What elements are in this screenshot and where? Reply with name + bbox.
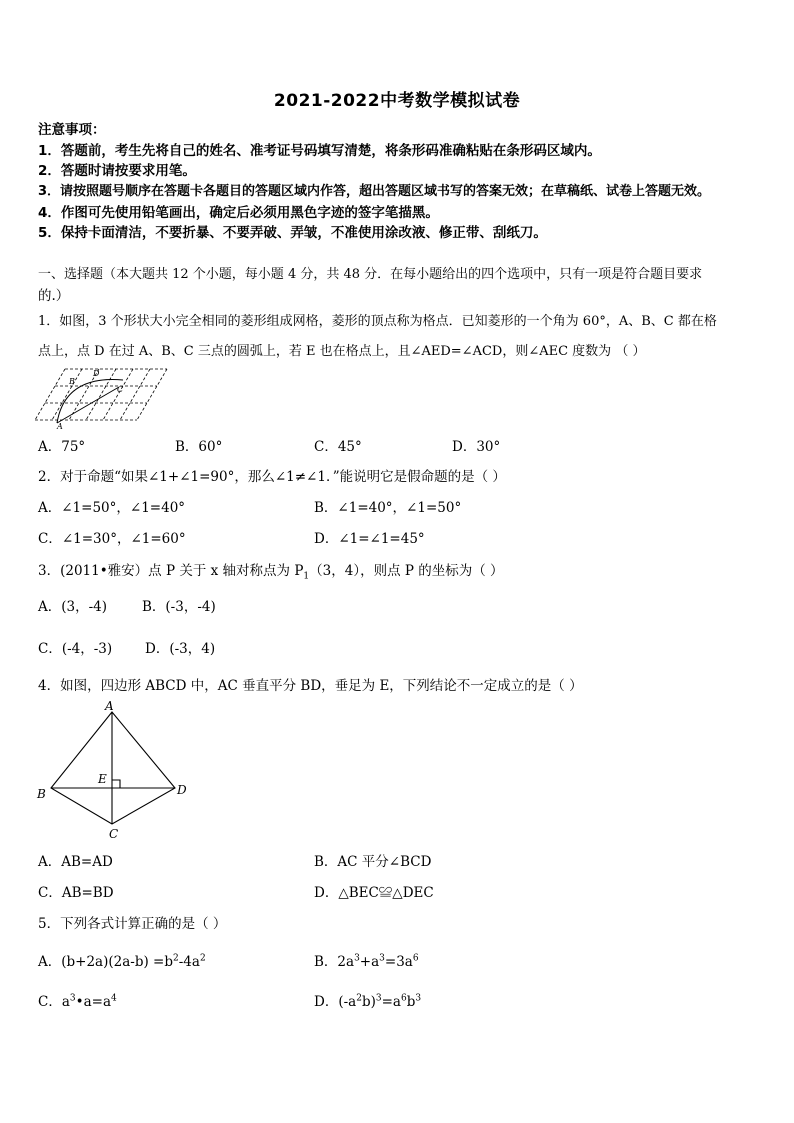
q1-label-b: B <box>69 377 75 386</box>
q5-b-mid: +a <box>359 954 380 970</box>
q5-d-mid: b) <box>361 994 376 1010</box>
notice-item-4: 4．作图可先使用铅笔画出，确定后必须用黑色字迹的签字笔描黑。 <box>38 205 439 221</box>
page-title: 2021-2022中考数学模拟试卷 <box>273 91 521 111</box>
q5-a-sup1: 2 <box>173 953 179 964</box>
q1-stem-line1: 1．如图，3 个形状大小完全相同的菱形组成网格，菱形的顶点称为格点．已知菱形的一个角为 60°，A、B、C 都在格 <box>38 314 717 329</box>
q4-label-d: D <box>177 783 187 797</box>
q3-option-a: A．(3，-4) <box>38 599 108 615</box>
q5-stem: 5．下列各式计算正确的是（ ） <box>38 916 227 932</box>
q1-option-b: B．60° <box>175 439 223 455</box>
notice-item-3: 3．请按照题号顺序在答题卡各题目的答题区域内作答，超出答题区域书写的答案无效；在草稿纸、试卷上答题无效。 <box>38 184 711 199</box>
q5-option-b <box>314 953 419 971</box>
q3-option-b: B．(-3，-4) <box>142 599 216 615</box>
q5-d-sup2: 3 <box>375 993 382 1004</box>
q5-option-d <box>314 993 421 1011</box>
notice-heading: 注意事项： <box>38 122 106 138</box>
q2-option-c: C．∠1=30°，∠1=60° <box>38 531 186 547</box>
q1-label-d: D <box>93 369 100 378</box>
q5-option-c <box>38 993 117 1011</box>
q4-option-b: B．AC 平分∠BCD <box>314 854 432 870</box>
q5-b-sup3: 6 <box>412 953 419 964</box>
q4-label-e: E <box>98 772 107 786</box>
q3-stem-sub: 1 <box>303 571 310 582</box>
notice-item-2: 2．答题时请按要求用笔。 <box>38 163 196 179</box>
q3-option-d: D．(-3，4) <box>145 641 216 657</box>
q5-option-a <box>38 953 206 971</box>
q5-d-sup1: 2 <box>356 993 362 1004</box>
q5-d-sup3: 6 <box>400 993 407 1004</box>
q4-option-d: D．△BEC≌△DEC <box>314 885 434 901</box>
q5-c-sup2: 4 <box>111 993 117 1004</box>
q2-option-b: B．∠1=40°，∠1=50° <box>314 500 462 516</box>
q5-d-mid2: =a <box>381 994 401 1010</box>
q4-option-c: C．AB=BD <box>38 885 114 901</box>
q5-a-pre: A．(b+2a)(2a-b) =b <box>38 954 173 970</box>
notice-item-5: 5．保持卡面清洁，不要折暴、不要弄破、弄皱，不准使用涂改液、修正带、刮纸刀。 <box>38 225 547 241</box>
q5-b-sup2: 3 <box>379 953 385 964</box>
q1-label-c: C <box>117 385 124 394</box>
q5-b-sup1: 3 <box>354 953 360 964</box>
q5-b-mid2: =3a <box>384 954 413 970</box>
q4-figure <box>35 700 195 845</box>
q1-stem-line2: 点上，点 D 在过 A、B、C 三点的圆弧上，若 E 也在格点上，且∠AED=∠ACD，则∠AEC 度数为 （ ） <box>38 344 646 359</box>
q5-a-mid: -4a <box>178 954 200 970</box>
q2-stem: 2．对于命题“如果∠1+∠1=90°，那么∠1≠∠1．”能说明它是假命题的是（ ） <box>38 469 506 485</box>
q2-option-d: D．∠1=∠1=45° <box>314 531 425 547</box>
q1-option-a: A．75° <box>38 439 86 455</box>
q5-c-sup1: 3 <box>69 993 76 1004</box>
q5-a-sup2: 2 <box>199 953 206 964</box>
q4-label-c: C <box>109 827 119 841</box>
q5-b-pre: B．2a <box>314 954 355 970</box>
q1-option-d: D．30° <box>452 439 501 455</box>
q4-stem: 4．如图，四边形 ABCD 中，AC 垂直平分 BD，垂足为 E，下列结论不一定成立的是（ ） <box>38 678 583 694</box>
q5-d-mid3: b <box>406 994 416 1010</box>
q1-figure <box>35 365 175 430</box>
q4-label-b: B <box>37 787 46 801</box>
q3-stem-post: （3，4），则点 P 的坐标为（ ） <box>309 563 504 579</box>
notice-item-1: 1．答题前，考生先将自己的姓名、准考证号码填写清楚，将条形码准确粘贴在条形码区域内。 <box>38 143 601 159</box>
section1-line1: 一、选择题（本大题共 12 个小题，每小题 4 分，共 48 分．在每小题给出的四个选项中，只有一项是符合题目要求 <box>38 267 703 282</box>
q3-stem-pre: 3．(2011•雅安）点 P 关于 x 轴对称点为 P <box>38 563 304 579</box>
section1-line2: 的.） <box>38 288 70 304</box>
q5-c-mid: •a=a <box>75 994 111 1010</box>
q3-stem <box>38 562 504 580</box>
q3-option-c: C．(-4，-3) <box>38 641 113 657</box>
q1-label-a: A <box>57 422 63 430</box>
q2-option-a: A．∠1=50°，∠1=40° <box>38 500 186 516</box>
q5-d-pre: D．(-a <box>314 994 357 1010</box>
q1-option-c: C．45° <box>314 439 362 455</box>
q4-label-a: A <box>105 700 114 713</box>
q5-c-pre: C．a <box>38 994 70 1010</box>
q5-d-sup4: 3 <box>415 993 422 1004</box>
q4-option-a: A．AB=AD <box>38 854 113 870</box>
